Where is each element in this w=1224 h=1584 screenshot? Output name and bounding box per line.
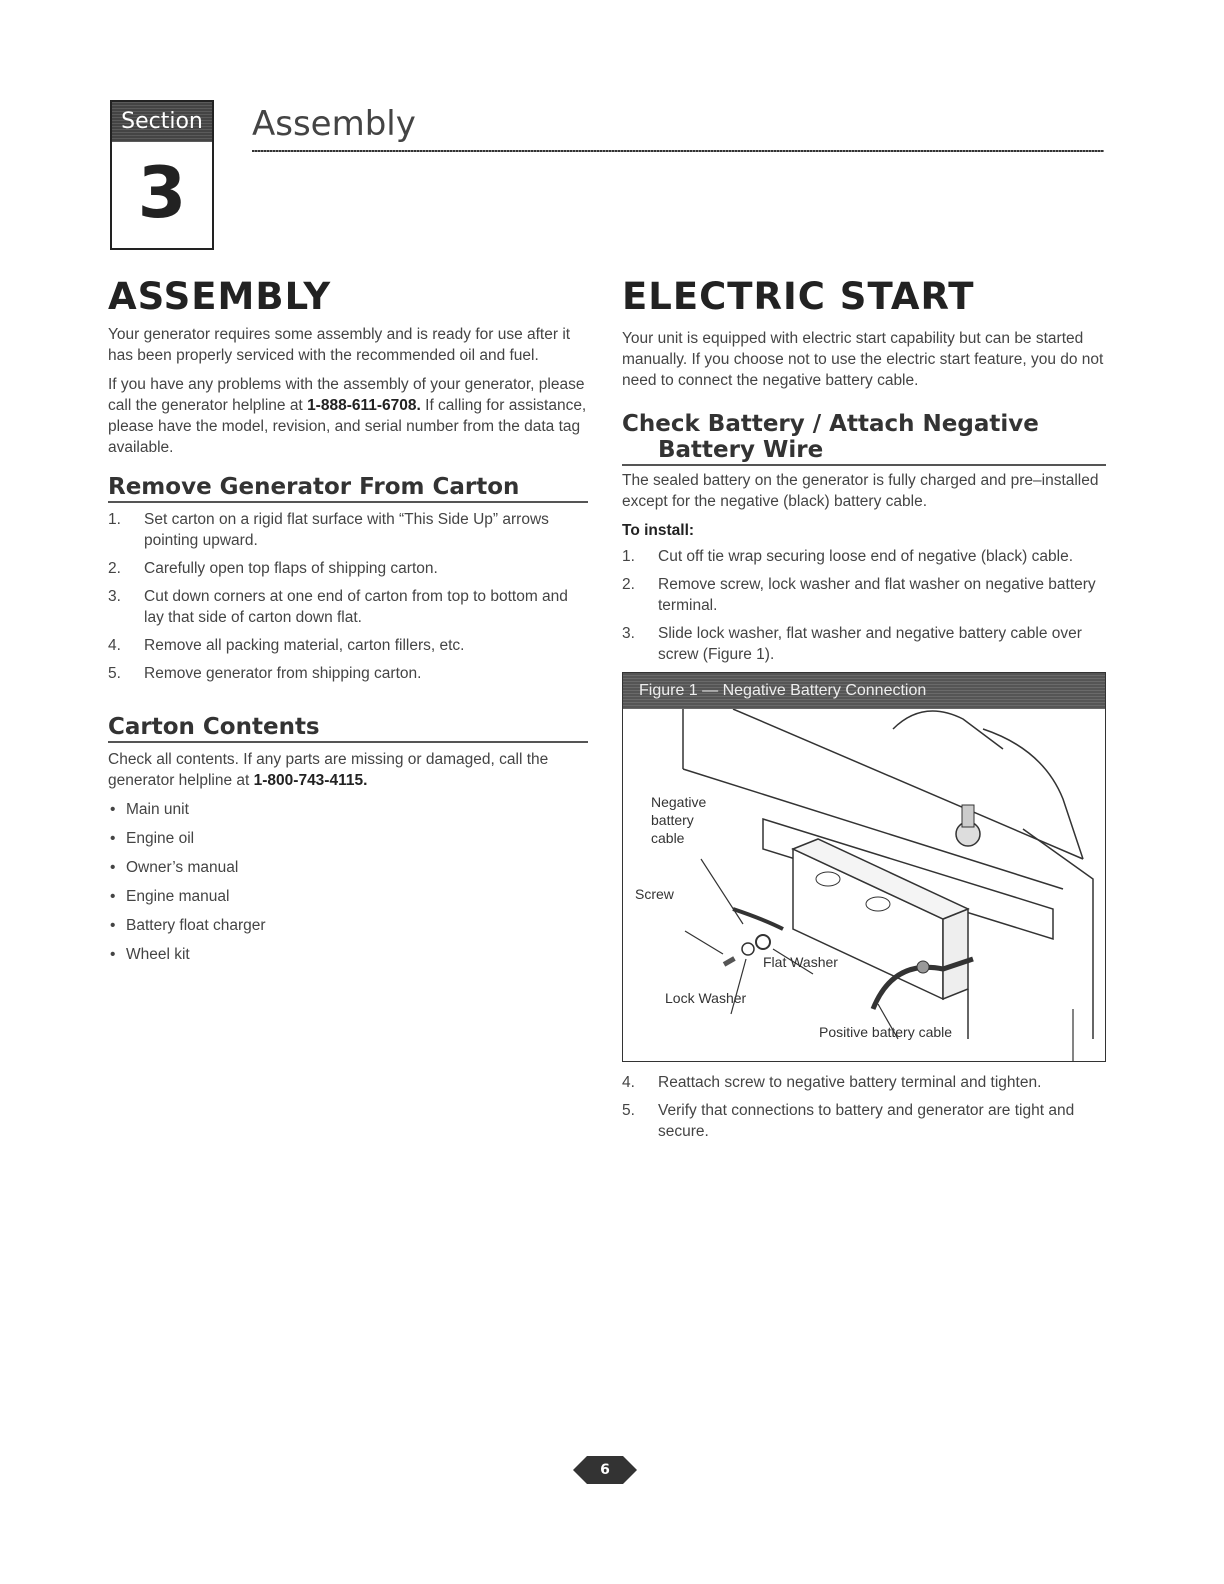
list-item <box>108 586 588 628</box>
page-title: Assembly <box>252 104 416 144</box>
contents-list <box>108 799 588 965</box>
list-item <box>108 799 588 820</box>
step-number: 2. <box>622 576 635 593</box>
list-item <box>622 1100 1106 1142</box>
step-text: Carefully open top flaps of shipping carton. <box>144 560 438 577</box>
list-item <box>622 1072 1106 1093</box>
contents-phone: 1-800-743-4115. <box>253 772 368 789</box>
battery-intro: The sealed battery on the generator is fully charged and pre–installed except for the negative (black) battery cable. <box>622 472 1099 510</box>
bullet: • <box>110 946 116 963</box>
step-text: Cut down corners at one end of carton from top to bottom and lay that side of carton down flat. <box>144 588 568 626</box>
list-item <box>108 663 588 684</box>
bullet: • <box>110 859 116 876</box>
battery-heading-line1: Check Battery / Attach Negative <box>622 411 1039 437</box>
assembly-heading: ASSEMBLY <box>108 275 332 318</box>
contents-intro <box>108 749 588 791</box>
step-text: Cut off tie wrap securing loose end of negative (black) cable. <box>658 548 1074 565</box>
help-phone: 1-888-611-6708. <box>307 397 421 414</box>
step-text: Remove screw, lock washer and flat washer on negative battery terminal. <box>658 576 1096 614</box>
step-text: Remove generator from shipping carton. <box>144 665 422 682</box>
assembly-intro: Your generator requires some assembly and is ready for use after it has been properly serviced with the recommended oil and fuel. <box>108 326 571 364</box>
left-column <box>108 275 588 973</box>
item-text: Main unit <box>126 801 189 818</box>
label-flat-washer: Flat Washer <box>763 954 838 970</box>
step-number: 3. <box>622 625 635 642</box>
list-item <box>108 944 588 965</box>
remove-steps <box>108 509 588 684</box>
step-number: 5. <box>622 1102 635 1119</box>
contents-intro-text: Check all contents. If any parts are missing or damaged, call the generator helpline at <box>108 751 549 789</box>
step-text: Set carton on a rigid flat surface with “This Side Up” arrows pointing upward. <box>144 511 549 549</box>
list-item <box>108 509 588 551</box>
electric-heading: ELECTRIC START <box>622 275 975 318</box>
label-screw: Screw <box>635 886 674 902</box>
item-text: Engine manual <box>126 888 230 905</box>
list-item <box>108 915 588 936</box>
contents-heading: Carton Contents <box>108 714 588 743</box>
step-number: 5. <box>108 665 121 682</box>
label-negative-line2: battery <box>651 812 694 828</box>
bullet: • <box>110 801 116 818</box>
item-text: Owner’s manual <box>126 859 239 876</box>
label-negative-line3: cable <box>651 830 685 846</box>
bullet: • <box>110 917 116 934</box>
item-text: Engine oil <box>126 830 195 847</box>
header-divider <box>252 150 1104 152</box>
section-number: 3 <box>137 152 187 234</box>
remove-heading: Remove Generator From Carton <box>108 474 588 503</box>
list-item <box>108 857 588 878</box>
item-text: Wheel kit <box>126 946 190 963</box>
install-steps-continued <box>622 1072 1106 1142</box>
section-label: Section <box>112 102 212 142</box>
page-number: 6 <box>600 1462 610 1478</box>
list-item <box>108 635 588 656</box>
list-item <box>108 558 588 579</box>
page-number-badge <box>573 1454 637 1486</box>
label-negative-line1: Negative <box>651 794 707 810</box>
step-number: 4. <box>622 1074 635 1091</box>
help-text-suffix: If calling for assistance, please have the model, revision, and serial number from the data tag available. <box>108 397 587 456</box>
install-steps <box>622 546 1106 665</box>
step-text: Verify that connections to battery and generator are tight and secure. <box>658 1102 1075 1140</box>
label-positive-cable: Positive battery cable <box>819 1024 953 1040</box>
electric-intro: Your unit is equipped with electric start capability but can be started manually. If you choose not to use the electric start feature, you do not need to connect the negative battery cable. <box>622 330 1104 389</box>
step-text: Slide lock washer, flat washer and negative battery cable over screw (Figure 1). <box>658 625 1082 663</box>
bullet: • <box>110 830 116 847</box>
step-number: 1. <box>622 548 635 565</box>
battery-illustration <box>623 709 1105 1061</box>
battery-heading-line2: Battery Wire <box>658 437 824 463</box>
step-number: 2. <box>108 560 121 577</box>
right-column <box>622 275 1106 1149</box>
step-text: Reattach screw to negative battery terminal and tighten. <box>658 1074 1042 1091</box>
figure-negative-battery <box>622 672 1106 1062</box>
list-item <box>622 574 1106 616</box>
assembly-help <box>108 374 588 458</box>
label-lock-washer: Lock Washer <box>665 990 747 1006</box>
install-label: To install: <box>622 522 695 539</box>
item-text: Battery float charger <box>126 917 266 934</box>
list-item <box>108 886 588 907</box>
list-item <box>622 623 1106 665</box>
battery-heading <box>622 411 1106 466</box>
label-negative-cable <box>651 793 706 847</box>
list-item <box>108 828 588 849</box>
step-text: Remove all packing material, carton fillers, etc. <box>144 637 465 654</box>
step-number: 1. <box>108 511 121 528</box>
step-number: 3. <box>108 588 121 605</box>
bullet: • <box>110 888 116 905</box>
section-tab <box>110 100 214 250</box>
step-number: 4. <box>108 637 121 654</box>
list-item <box>622 546 1106 567</box>
help-text-prefix: If you have any problems with the assembly of your generator, please call the generator helpline at <box>108 376 585 414</box>
figure-caption: Figure 1 — Negative Battery Connection <box>623 673 1105 709</box>
